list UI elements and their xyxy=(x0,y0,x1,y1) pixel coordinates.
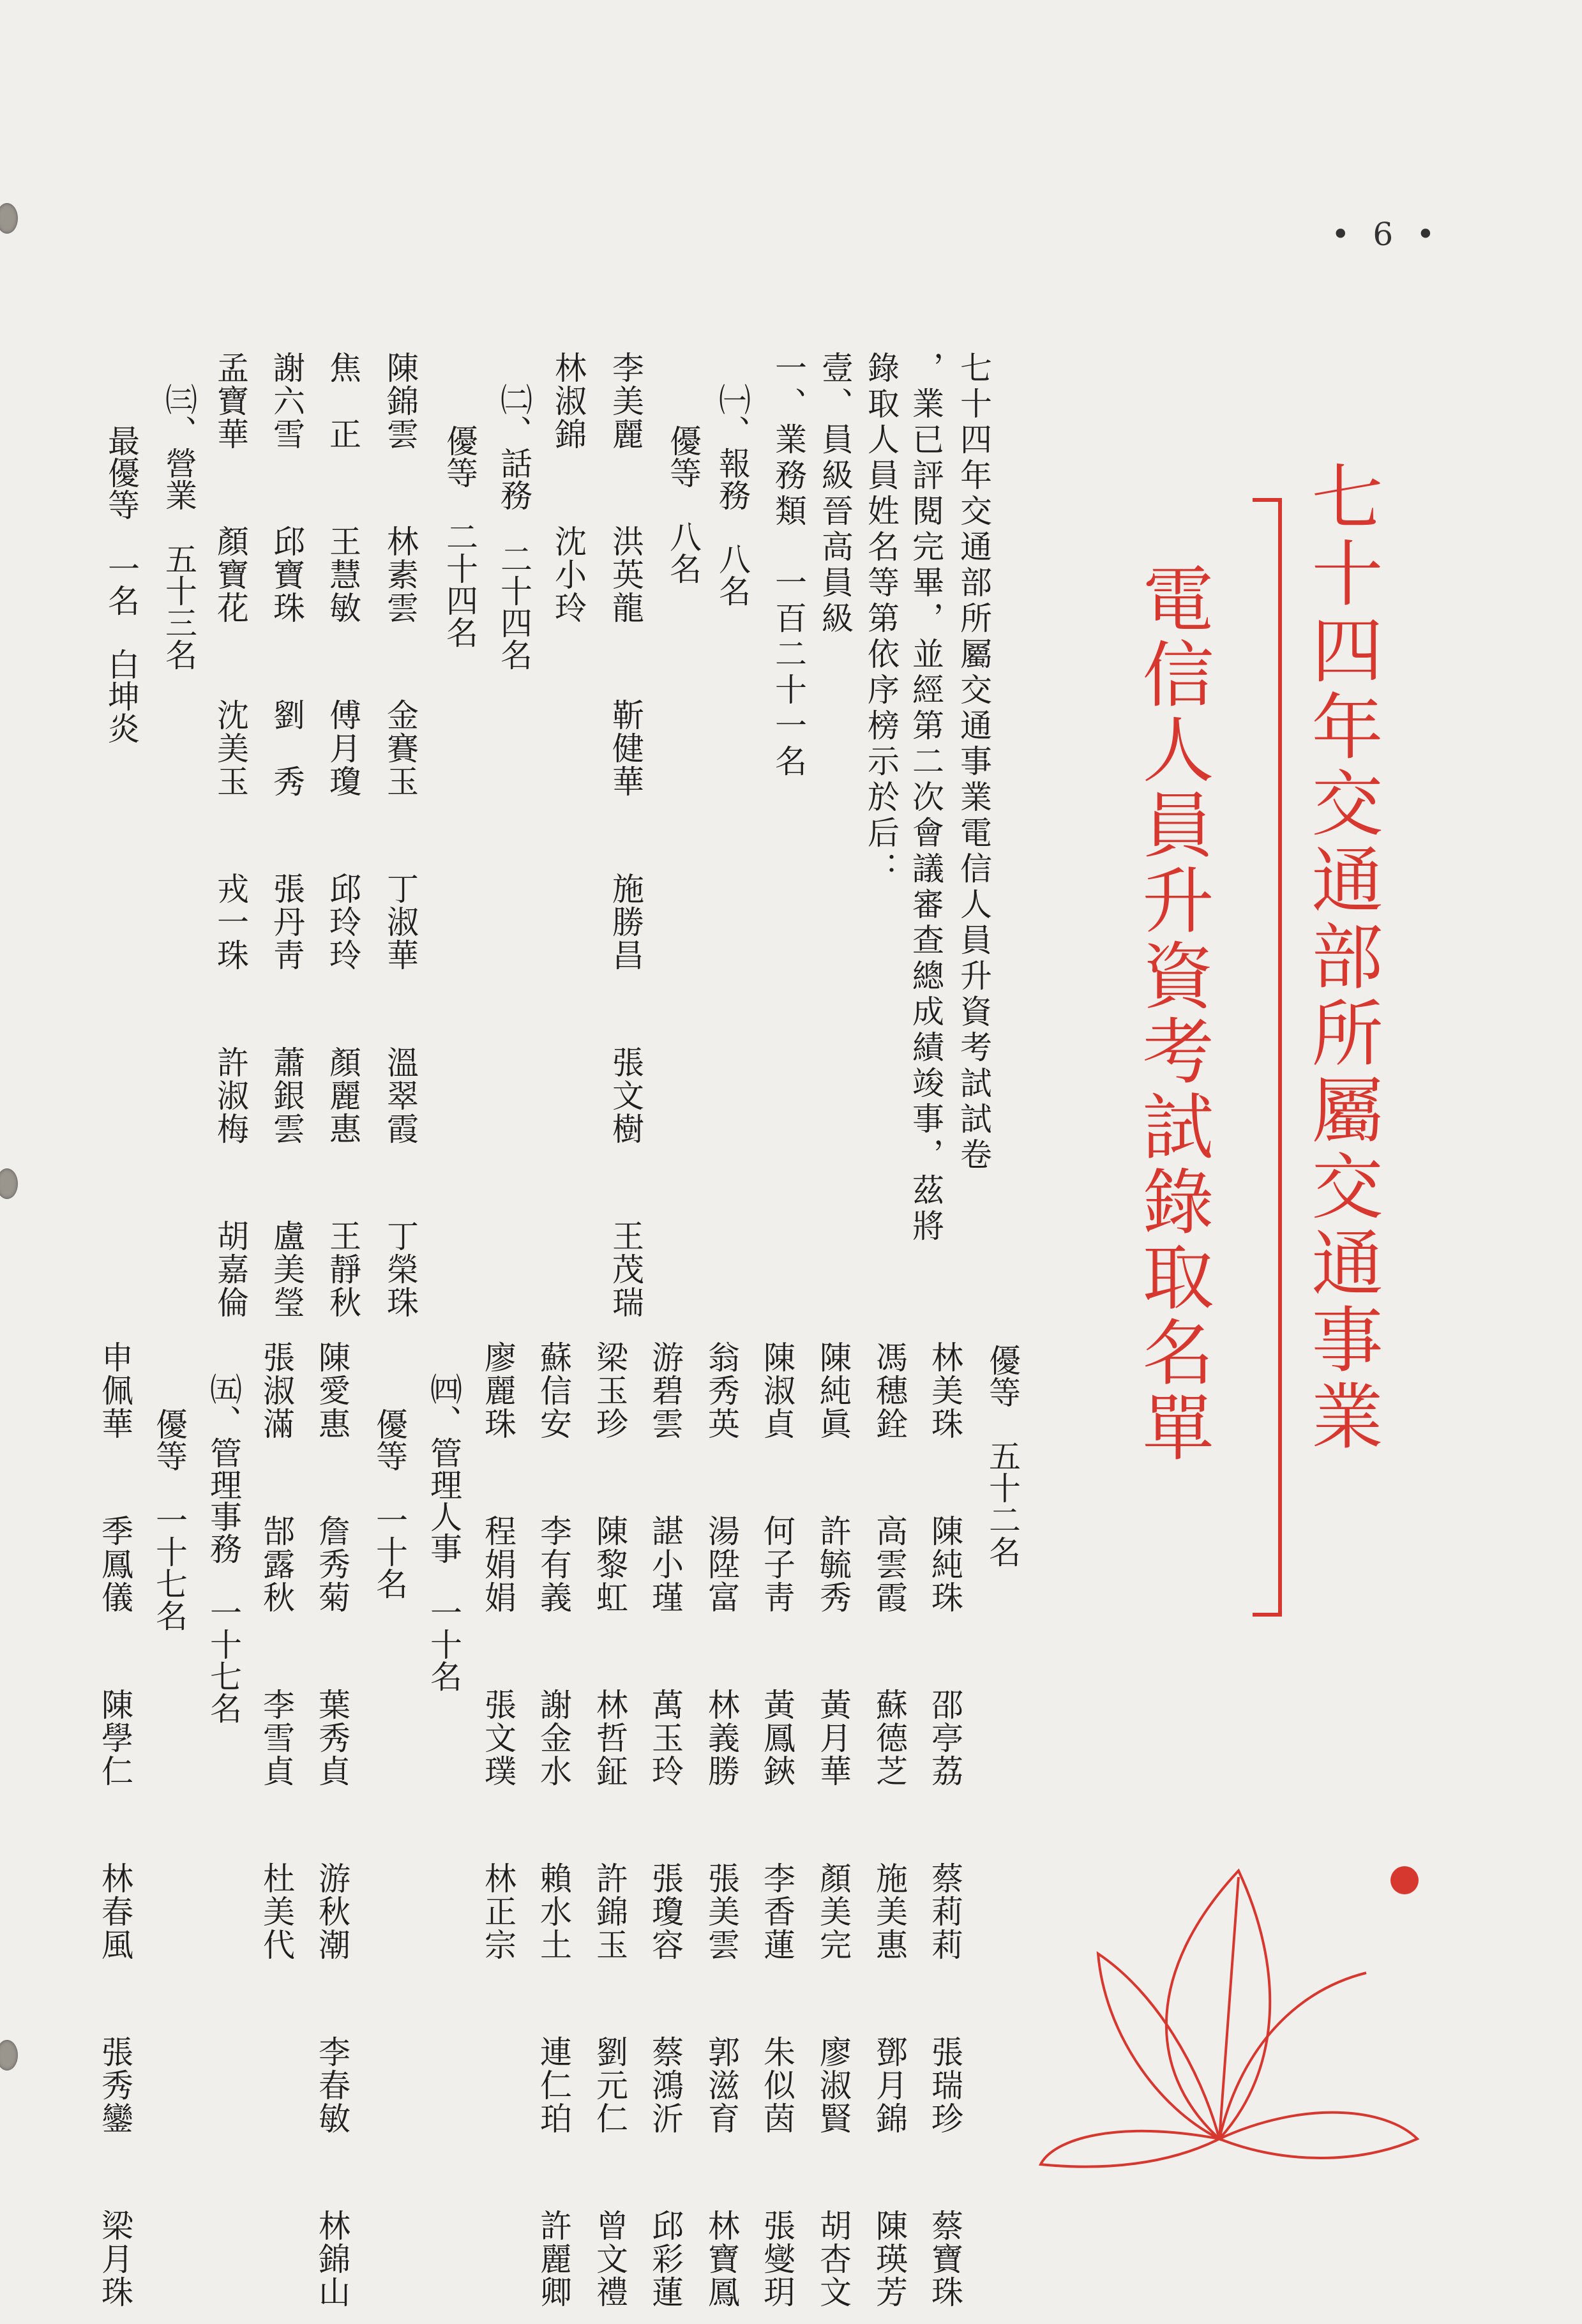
name-column: 孟寶華 顏寶花 沈美玉 戎一珠 許淑梅 胡嘉倫 xyxy=(212,351,249,1319)
intro-line-3: 錄取人員姓名等第依序榜示於后： xyxy=(863,351,900,887)
section-heading: ㈡、話務 二十四名 xyxy=(495,383,532,670)
name-column: 林淑錦 沈小玲 xyxy=(550,351,587,624)
name-column: 馮穗銓 高雲霞 蘇德芝 施美惠 鄧月錦 陳瑛芳 xyxy=(871,1341,908,2309)
name-column: 廖麗珠 程娟娟 張文璞 林正宗 xyxy=(479,1341,516,1961)
leaf-ornament-icon xyxy=(1028,1724,1436,2184)
name-column: 陳愛惠 詹秀菊 葉秀貞 游秋潮 李春敏 林錦山 xyxy=(313,1341,350,2309)
name-column: 陳淑貞 何子靑 黃鳳鋏 李香蓮 朱似茵 張燮玥 xyxy=(758,1341,795,2309)
grade-label: 優等 一十七名 xyxy=(151,1408,188,1631)
name-column: 謝六雪 邱寶珠 劉 秀 張丹靑 蕭銀雲 盧美瑩 xyxy=(268,351,305,1319)
level-heading: 壹、員級晉高員級 xyxy=(817,351,854,637)
name-column: 梁玉珍 陳黎虹 林哲鉦 許錦玉 劉元仁 曾文禮 xyxy=(591,1341,628,2309)
grade-label: 優等 二十四名 xyxy=(441,425,478,648)
binding-hole xyxy=(0,2040,18,2071)
grade-label: 優等 一十名 xyxy=(371,1408,408,1599)
grade-label: 優等 五十二名 xyxy=(984,1344,1021,1567)
intro-line-1: 七十四年交通部所屬交通事業電信人員升資考試試卷 xyxy=(955,351,992,1173)
name-column: 焦 正 王慧敏 傅月瓊 邱玲玲 顏麗惠 王靜秋 xyxy=(324,351,361,1319)
binding-hole xyxy=(0,1168,18,1199)
section-heading: ㈠、報務 八名 xyxy=(714,383,751,607)
name-column: 蘇信安 李有義 謝金水 賴水土 連仁珀 許麗卿 xyxy=(535,1341,572,2309)
title-bracket xyxy=(1253,498,1282,1617)
name-column: 李美麗 洪英龍 靳健華 施勝昌 張文樹 王茂瑞 xyxy=(607,351,644,1319)
binding-hole xyxy=(0,203,18,234)
section-heading: ㈤、管理事務 一十七名 xyxy=(205,1373,242,1724)
title-line-2: 電信人員升資考試錄取名單 xyxy=(1131,562,1214,1466)
intro-line-2: ，業已評閱完畢，並經第二次會議審查總成績竣事，茲將 xyxy=(907,351,944,1245)
section-heading: ㈣、管理人事 一十名 xyxy=(425,1373,462,1692)
grade-label: 最優等 一名 白坤炎 xyxy=(103,425,140,744)
section-heading: ㈢、營業 五十三名 xyxy=(160,383,197,670)
name-column: 張淑滿 郜露秋 李雪貞 杜美代 xyxy=(258,1341,295,1961)
name-column: 陳純眞 許毓秀 黃月華 顏美完 廖淑賢 胡杏文 xyxy=(815,1341,852,2309)
name-column: 游碧雲 諶小瑾 萬玉玲 張瓊容 蔡鴻沂 邱彩蓮 xyxy=(647,1341,684,2309)
name-column: 翁秀英 湯陞富 林義勝 張美雲 郭滋育 林寶鳳 xyxy=(703,1341,740,2309)
name-column: 申佩華 季鳳儀 陳學仁 林春風 張秀鑾 梁月珠 xyxy=(96,1341,133,2309)
page-number: • 6 • xyxy=(1331,216,1442,253)
name-column: 林美珠 陳純珠 邵亭荔 蔡莉莉 張瑞珍 蔡寶珠 xyxy=(926,1341,963,2309)
grade-label: 優等 八名 xyxy=(665,425,702,584)
category-heading: 一、業務類 一百二十一名 xyxy=(770,351,807,780)
title-line-1: 七十四年交通部所屬交通事業 xyxy=(1300,460,1383,1456)
name-column: 陳錦雲 林素雲 金賽玉 丁淑華 溫翠霞 丁榮珠 xyxy=(382,351,419,1319)
